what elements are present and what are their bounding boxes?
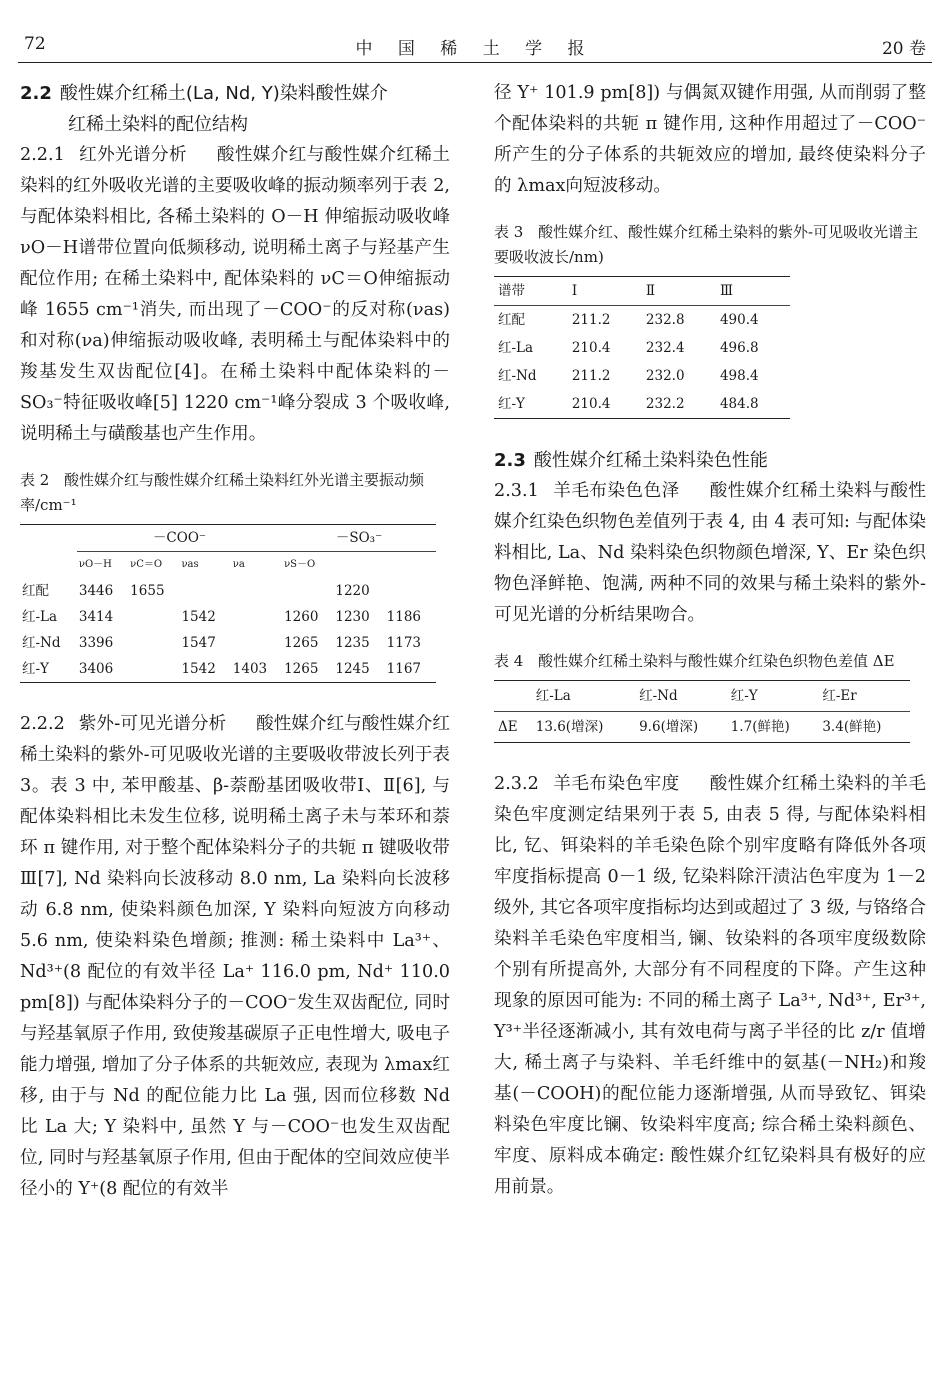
volume-label: 20 卷: [881, 39, 926, 59]
table-row: [20, 630, 436, 656]
table-group-header: －COO⁻: [77, 525, 282, 552]
paragraph-2-3-1: [494, 476, 926, 631]
header-rule: [18, 62, 932, 63]
table-cell: 红-La: [498, 340, 534, 356]
subsection-number: 2.3.1: [494, 481, 539, 501]
section-heading-2-2: [20, 78, 450, 140]
table-3-caption: [494, 220, 926, 270]
table-cell: 红-La: [22, 609, 58, 625]
subsection-number: 2.2.2: [20, 714, 65, 734]
paragraph-2-3-2: [494, 769, 926, 1203]
table-cell: [282, 578, 333, 604]
table-cell: 3406: [77, 656, 128, 683]
table-cell: 1245: [333, 656, 384, 683]
subsection-number: 2.2.1: [20, 145, 65, 165]
table-cell: 1.7(鲜艳): [727, 712, 819, 743]
table-cell: [128, 630, 179, 656]
table-cell: 3446: [78, 583, 114, 599]
table-cell: [385, 578, 436, 604]
table-cell: 1220: [335, 583, 370, 599]
page-number: 72: [24, 34, 46, 54]
paragraph-2-2-1: [20, 140, 450, 450]
table-cell: 484.8: [716, 390, 790, 419]
table-cell: 红配: [498, 312, 525, 328]
table-cell: [231, 604, 282, 630]
subsection-title: 羊毛布染色色泽: [552, 481, 680, 501]
page-header: [24, 30, 926, 62]
table-header: 红-La: [532, 681, 635, 712]
table-4: [494, 680, 910, 743]
table-row: [494, 306, 790, 335]
table-cell: 1265: [282, 656, 333, 683]
table-cell: 1542: [181, 609, 216, 625]
table-cell: 红配: [22, 583, 49, 599]
table-cell: ΔE: [494, 712, 532, 743]
table-cell: [128, 656, 179, 683]
caption-number: 表 3: [494, 223, 524, 241]
table-cell: 211.2: [571, 368, 611, 384]
table-row: [494, 390, 790, 419]
table-subheader: νas: [181, 559, 199, 570]
table-row: [20, 604, 436, 630]
table-cell: 490.4: [719, 312, 759, 328]
table-cell: 1260: [284, 609, 319, 625]
table-cell: 232.2: [642, 390, 716, 419]
caption-text: 酸性媒介红与酸性媒介红稀土染料红外光谱主要振动频率/cm⁻¹: [20, 471, 425, 514]
caption-text: 酸性媒介红稀土染料与酸性媒介红染色织物色差值 ΔE: [538, 652, 895, 670]
paragraph-body: 酸性媒介红与酸性媒介红稀土染料的紫外-可见吸收光谱的主要吸收带波长列于表 3。表 3 中, 苯甲酸基、β-萘酚基团吸收带Ⅰ、Ⅱ[6], 与配体染料相比未发生位移, 说明稀土离子未与苯环和萘环 π 键作用, 对于整个配体染料分子的共轭 π 键吸收带Ⅲ[7], Nd 染料向长波移动 8.0 nm, La 染料向长波移动 6.8 nm, 使染料颜色加深, Y 染料向短波方向移动 5.6 nm, 使染料染色增颜; 推测: 稀土染料中 La³⁺、Nd³⁺(8 配位的有效半径 La⁺ 116.0 pm, Nd⁺ 110.0 pm[8]) 与配体染料分子的－COO⁻发生双齿配位, 同时与羟基氧原子作用, 致使羧基碳原子正电性增大, 吸电子能力增强, 增加了分子体系的共轭效应, 表现为 λmax红移, 由于与 Nd 的配位能力比 La 强, 因而位移数 Nd 比 La 大; Y 染料中, 虽然 Y 与－COO⁻也发生双齿配位, 同时与羟基氧原子作用, 但由于配体的空间效应使半径小的 Y⁺(8 配位的有效半: [20, 714, 450, 1199]
table-cell: 红-Y: [20, 656, 77, 683]
table-2: [20, 524, 436, 683]
table-cell: 232.0: [645, 368, 685, 384]
table-cell: 498.4: [719, 368, 759, 384]
table-row: [20, 578, 436, 604]
table-subheader: νa: [232, 559, 245, 570]
table-cell: 496.8: [719, 340, 759, 356]
table-cell: 232.4: [645, 340, 685, 356]
paragraph-body: 酸性媒介红与酸性媒介红稀土染料的红外吸收光谱的主要吸收峰的振动频率列于表 2, 与配体染料相比, 各稀土染料的 O－H 伸缩振动吸收峰 νO－H谱带位置向低频移动, 说明稀土离子与羟基产生配位作用; 在稀土染料中, 配体染料的 νC＝O伸缩振动峰 1655 cm⁻¹消失, 而出现了－COO⁻的反对称(νas)和对称(νa)伸缩振动吸收峰, 表明稀土与配体染料中的羧基发生双齿配位[4]。在稀土染料中配体染料的－SO₃⁻特征吸收峰[5] 1220 cm⁻¹峰分裂成 3 个吸收峰, 说明稀土与磺酸基也产生作用。: [20, 145, 450, 444]
caption-number: 表 2: [20, 471, 50, 489]
table-subheader: νS－O: [284, 559, 316, 570]
table-cell: 红-Nd: [498, 368, 537, 384]
table-row: [494, 362, 790, 390]
table-header: 谱带: [494, 277, 568, 306]
section-number: 2.3: [494, 450, 526, 471]
table-header: Ⅱ: [642, 277, 716, 306]
subsection-number: 2.3.2: [494, 774, 539, 794]
table-header: 红-Nd: [635, 681, 727, 712]
section-title: 酸性媒介红稀土染料染色性能: [533, 450, 768, 471]
table-3: [494, 276, 790, 419]
table-header: [494, 681, 532, 712]
table-cell: [179, 578, 230, 604]
table-cell: 1547: [181, 635, 216, 651]
paragraph-2-2-2: [20, 709, 450, 1205]
section-number: 2.2: [20, 83, 52, 104]
caption-number: 表 4: [494, 652, 524, 670]
paragraph-body: 酸性媒介红稀土染料与酸性媒介红染色织物色差值列于表 4, 由 4 表可知: 与配体染料相比, La、Nd 染料染色织物颜色增深, Y、Er 染色织物色泽鲜艳、饱满, 两种不同的效果与稀土染料的紫外-可见光谱的分析结果吻合。: [494, 481, 926, 625]
table-row: [494, 712, 910, 743]
section-title-line2: 红稀土染料的配位结构: [68, 114, 248, 135]
table-header: 红-Er: [818, 681, 910, 712]
table-header: Ⅲ: [716, 277, 790, 306]
table-2-caption: [20, 468, 450, 518]
table-header: 红-Y: [727, 681, 819, 712]
table-cell: [128, 604, 179, 630]
table-cell: 211.2: [571, 312, 611, 328]
table-row: [494, 334, 790, 362]
table-cell: 1655: [130, 583, 165, 599]
table-4-caption: [494, 649, 926, 674]
table-header: Ⅰ: [568, 277, 642, 306]
table-cell: 1542: [179, 656, 230, 683]
left-column: [20, 78, 450, 1205]
table-cell: 9.6(增深): [635, 712, 727, 743]
table-cell: 1167: [385, 656, 436, 683]
table-cell: 1403: [231, 656, 282, 683]
caption-text: 酸性媒介红、酸性媒介红稀土染料的紫外-可见吸收光谱主要吸收波长/nm): [494, 223, 919, 266]
right-column: [494, 78, 926, 1203]
table-cell: 1265: [284, 635, 319, 651]
table-cell: 红-Y: [494, 390, 568, 419]
paragraph-body: 酸性媒介红稀土染料的羊毛染色牢度测定结果列于表 5, 由表 5 得, 与配体染料相比, 钇、铒染料的羊毛染色除个别牢度略有降低外各项牢度指标提高 0－1 级, 钇染料除汗渍沾色牢度为 1－2 级外, 其它各项牢度指标均达到或超过了 3 级, 与铬络合染料羊毛染色牢度相当, 镧、钕染料的各项牢度级数除个别有所提高外, 大部分有不同程度的下降。产生这种现象的原因可能为: 不同的稀土离子 La³⁺, Nd³⁺, Er³⁺, Y³⁺半径逐渐减小, 其有效电荷与离子半径的比 z/r 值增大, 稀土离子与染料、羊毛纤维中的氨基(－NH₂)和羧基(－COOH)的配位能力逐渐增强, 从而导致钇、铒染料染色牢度比镧、钕染料牢度高; 综合稀土染料颜色、牢度、原料成本确定: 酸性媒介红钇染料具有极好的应用前景。: [494, 774, 926, 1197]
table-cell: 210.4: [568, 390, 642, 419]
table-group-header: －SO₃⁻: [282, 525, 436, 552]
table-cell: 1186: [386, 609, 422, 625]
table-cell: 3396: [78, 635, 114, 651]
table-cell: 红-Nd: [22, 635, 61, 651]
subsection-title: 紫外-可见光谱分析: [78, 714, 227, 734]
table-subheader: νO－H: [78, 559, 112, 570]
table-subheader: νC＝O: [130, 559, 163, 570]
table-cell: 1235: [335, 635, 370, 651]
table-cell: [231, 630, 282, 656]
table-cell: 3.4(鲜艳): [818, 712, 910, 743]
table-cell: [231, 578, 282, 604]
journal-title: 中 国 稀 土 学 报: [355, 39, 595, 59]
paragraph-continued: 径 Y⁺ 101.9 pm[8]) 与偶氮双键作用强, 从而削弱了整个配体染料的共轭 π 键作用, 这种作用超过了－COO⁻所产生的分子体系的共轭效应的增加, 最终使染料分子的 λmax向短波移动。: [494, 83, 926, 196]
table-cell: 210.4: [571, 340, 611, 356]
table-cell: 1173: [386, 635, 422, 651]
subsection-title: 红外光谱分析: [78, 145, 187, 165]
table-cell: 13.6(增深): [532, 712, 635, 743]
table-cell: 3414: [78, 609, 114, 625]
section-title-line1: 酸性媒介红稀土(La, Nd, Y)染料酸性媒介: [59, 83, 388, 104]
section-heading-2-3: [494, 445, 926, 476]
table-row: [20, 656, 436, 683]
table-cell: 1230: [335, 609, 370, 625]
table-cell: 232.8: [645, 312, 685, 328]
subsection-title: 羊毛布染色牢度: [552, 774, 680, 794]
